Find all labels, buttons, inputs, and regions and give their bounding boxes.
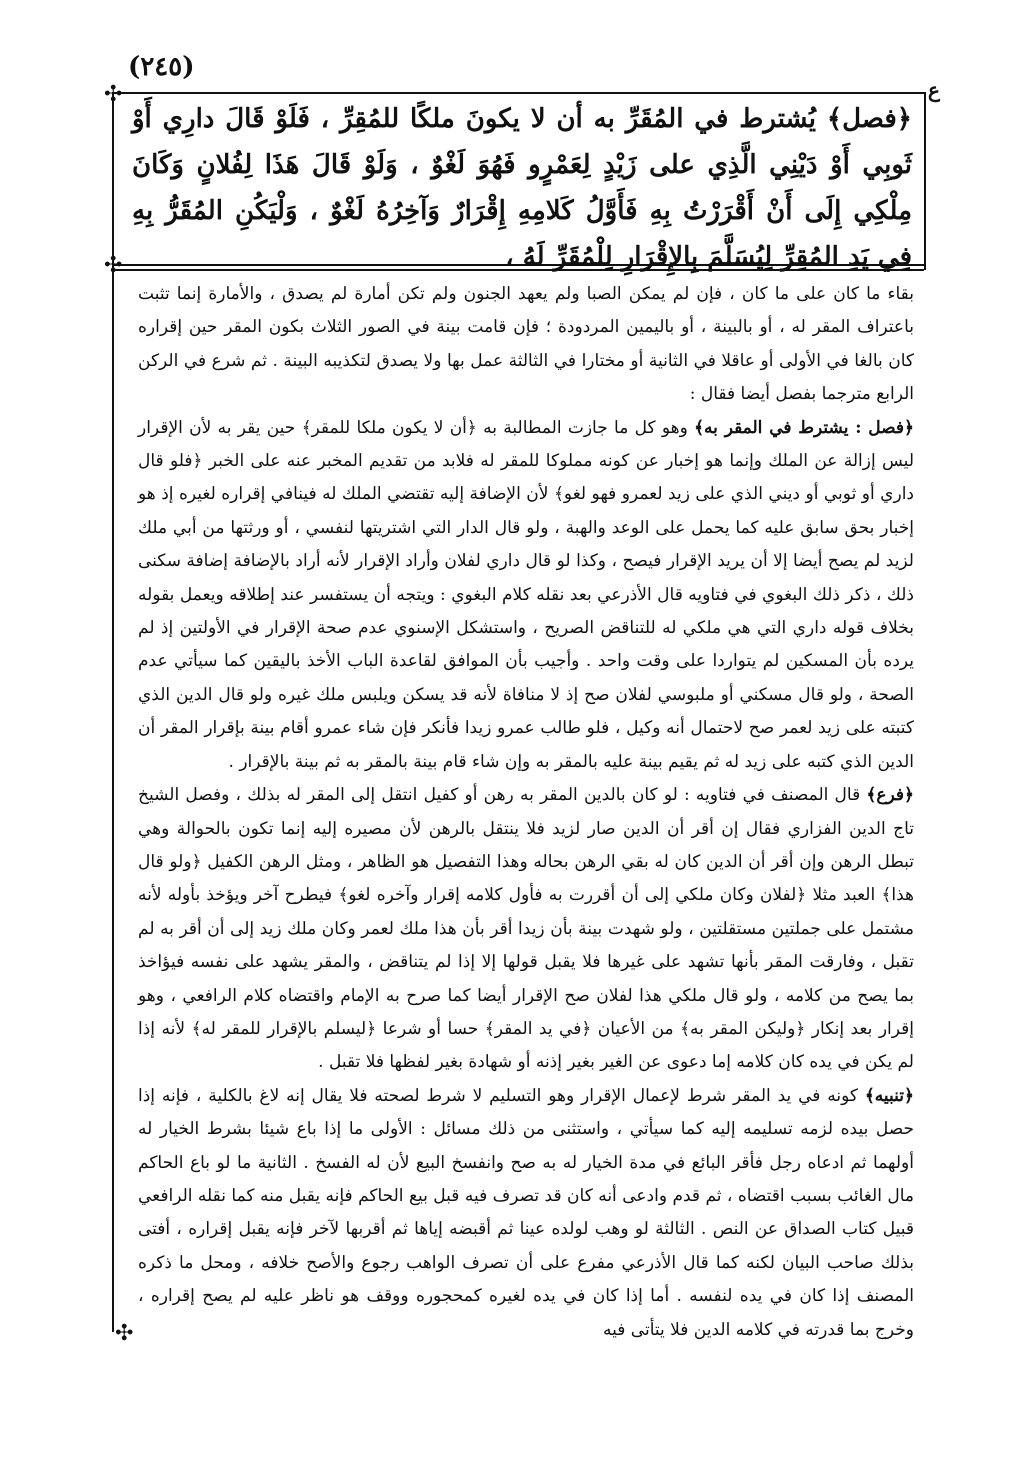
paragraph-text: كونه في يد المقر شرط لإعمال الإقرار وهو التسليم لا شرط لصحته فلا يقال إنه لاغ بالكلية ، فإنه إذا حصل بيده لزمه تسليمه إليه كما سيأتي ، واستثنى من ذلك مسائل : الأولى ما إذا باع شيئا بشرط الخيار له أولهما ثم ادعاه رجل فأقر البائع في مدة الخيار له به صح وانفسخ البيع لأن له الفسخ . الثانية ما لو باع الحاكم مال الغائب بسبب اقتضاه ، ثم قدم وادعى أنه كان قد تصرف فيه قبل بيع الحاكم فإنه يقبل منه كما نقله الرافعي قبيل كتاب الصداق عن النص . الثالثة لو وهب لولده عينا ثم أقبضه إياها ثم أقربها لآخر فإنه يقبل إقراره ، أفتى بذلك صاحب البيان لكنه كما قال الأذرعي مفرع على أن تصرف الواهب رجوع والأصح خلافه ، ومحل ما ذكره المصنف إذا كان في يده لنفسه . أما إذا كان في يده لغيره كمحجوره ووقف هو ناظر عليه لم يصح إقراره ، وخرج بما قدرته في كلامه الدين فلا يتأتى فيه — [138, 1085, 914, 1340]
matn-text: ﴿فصل﴾ يُشترط في المُقَرِّ به أن لا يكونَ ملكًا للمُقِرِّ ، فَلَوْ قَالَ دارِي أَوْ ثَوبِي أَوْ دَيْنِي الَّذِي على زَيْدٍ لِعَمْرٍو فَهُوَ لَغْوٌ ، وَلَوْ قَالَ هَذَا لِفُلانٍ وَكَانَ مِلْكِي إِلَى أَنْ أَقْرَرْتُ بِهِ فَأَوَّلُ كَلامِهِ إِقْرَارٌ وَآخِرُهُ لَغْوٌ ، وَلْيَكُنِ المُقَرُّ بِهِ فِي يَدِ المُقِرِّ لِيُسَلَّمَ بِالإِقْرَارِ لِلْمُقَرِّ لَهُ ، — [132, 104, 912, 272]
margin-mark: ع — [928, 78, 940, 102]
paragraph-text: وهو كل ما جازت المطالبة به ﴿أن لا يكون ملكا للمقر﴾ حين يقر به لأن الإقرار ليس إزالة عن الملك وإنما هو إخبار عن كونه مملوكا للمقر له فلابد من تقديم المخبر عنه على الخبر ﴿فلو قال داري أو ثوبي أو ديني الذي على زيد لعمرو فهو لغو﴾ لأن الإضافة إليه تقتضي الملك له فينافي إقراره لغيره إذ هو إخبار بحق سابق عليه كما يحمل على الوعد والهبة ، ولو قال الدار التي اشتريتها لنفسي ، أو ورثتها من أبي ملك لزيد لم يصح أيضا إلا أن يريد الإقرار فيصح ، وكذا لو قال داري لفلان وأراد الإقرار لأنه أراد بالإضافة إضافة سكنى ذلك ، ذكر ذلك البغوي في فتاويه قال الأذرعي بعد نقله كلام البغوي : ويتجه أن يستفسر عند إطلاقه ويعمل بقوله بخلاف قوله داري التي هي ملكي له للتناقض الصريح ، واستشكل الإسنوي عدم صحة الإقرار في الأولتين إذ لم يرده بأن المسكين لم يتواردا على وقت واحد . وأجيب بأن الموافق لقاعدة الباب الأخذ باليقين كما سيأتي عدم الصحة ، ولو قال مسكني أو ملبوسي لفلان صح إذ لا منافاة لأنه قد يسكن ويلبس ملك غيره ولو قال الدين الذي كتبته على زيد لعمر صح لاحتمال أنه وكيل ، فلو طالب عمرو زيدا فأنكر فإن شاء عمرو أقام بينة بإقرار المقر أن الدين الذي كتبه على زيد له ثم يقيم بينة عليه بالمقر به وإن شاء قام بينة بالمقر به ثم بينة بالإقرار . — [138, 417, 914, 772]
paragraph-lead: ﴿فرع﴾ — [866, 785, 914, 806]
frame-right-rule — [924, 92, 926, 270]
sharh-paragraph — [138, 412, 914, 779]
paragraph-lead: ﴿فصل : يشترط في المقر به﴾ — [694, 417, 915, 438]
page-number: (٢٤٥) — [128, 52, 195, 82]
ornament-top-left-icon: ✣ — [104, 82, 123, 107]
sharh-paragraph — [138, 1080, 914, 1347]
sharh-paragraph — [138, 779, 914, 1080]
paragraph-text: قال المصنف في فتاويه : لو كان بالدين المقر به رهن أو كفيل انتقل إلى المقر له بذلك ، وفصل الشيخ تاج الدين الفزاري فقال إن أقر أن الدين صار لزيد فلا ينتقل بالرهن لأن مصيره إليه إنما تكون بالحوالة وهي تبطل الرهن وإن أقر أن الدين كان له بقي الرهن بحاله وهذا التفصيل هو الظاهر ، ومثل الرهن الكفيل ﴿ولو قال هذا﴾ العبد مثلا ﴿لفلان وكان ملكي إلى أن أقررت به فأول كلامه إقرار وآخره لغو﴾ فيطرح آخر ويؤخذ بأوله لأنه مشتمل على جملتين مستقلتين ، ولو شهدت بينة بأن زيدا أقر بأن هذا ملك لعمر وكان ملك زيد إلى أن أقر به لم تقبل ، وفارقت المقر بأنها تشهد على غيرها فلا يقبل قولها إلا إذا لم يتناقض ، والمقر يشهد على نفسه فيؤاخذ بما يصح من كلامه ، ولو قال ملكي هذا لفلان صح الإقرار أيضا كما صرح به الإمام واقتضاه كلام الرافعي ، وهو إقرار بعد إنكار ﴿وليكن المقر به﴾ من الأعيان ﴿في يد المقر﴾ حسا أو شرعا ﴿ليسلم بالإقرار للمقر له﴾ لأنه إذا لم يكن في يده كان كلامه إما دعوى عن الغير بغير إذنه أو شهادة بغير لفظها فلا تقبل . — [138, 785, 915, 1073]
paragraph-text: بقاء ما كان على ما كان ، فإن لم يمكن الصبا ولم يعهد الجنون ولم تكن أمارة لم يصدق ، والأمارة إنما تثبت باعتراف المقر له ، أو بالبينة ، أو باليمين المردودة ؛ فإن قامت بينة في الصور الثلاث بكون المقر حين إقراره كان بالغا في الأولى أو عاقلا في الثانية أو مختارا في الثالثة عمل بها ولا يصدق لتكذيبه البينة . ثم شرع في الركن الرابع مترجما بفصل أيضا فقال : — [138, 284, 915, 405]
ornament-middle-left-icon: ✣ — [104, 253, 123, 278]
sharh-commentary — [138, 278, 914, 1347]
sharh-paragraph — [138, 278, 914, 412]
paragraph-lead: ﴿تنبيه﴾ — [864, 1085, 914, 1106]
ornament-bottom-left-icon: ✣ — [115, 1321, 134, 1346]
frame-left-rule — [112, 92, 114, 1332]
header-rule — [112, 92, 924, 94]
